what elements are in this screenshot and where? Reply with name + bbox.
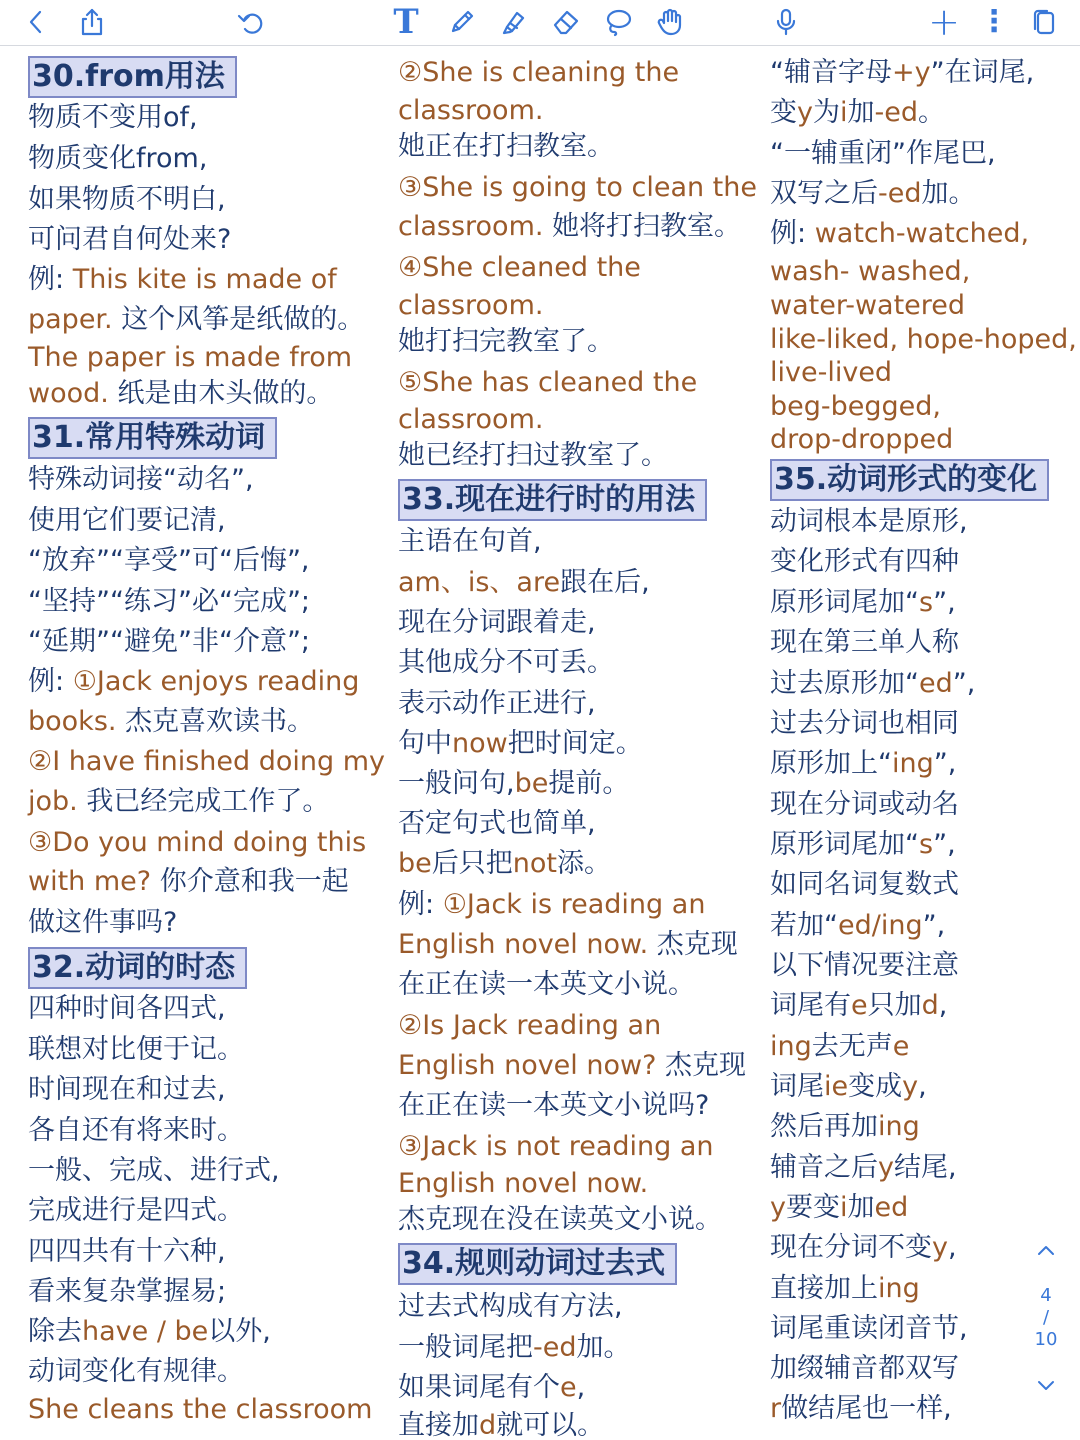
- text-line: 否定句式也简单,: [398, 808, 596, 839]
- chevron-down-icon: [1034, 1373, 1058, 1397]
- text-line: 物质变化from,: [28, 143, 208, 174]
- section-heading-32: 32.动词的时态: [28, 947, 247, 989]
- text-tool-icon[interactable]: T: [393, 2, 419, 42]
- text-line: 主语在句首,: [398, 526, 542, 557]
- text-line: be后只把not添。: [398, 848, 611, 879]
- text-line: 直接加上ing: [770, 1273, 920, 1304]
- lasso-icon[interactable]: [596, 0, 640, 44]
- text-line: 如果词尾有个e,: [398, 1372, 586, 1403]
- text-line: “辅音字母+y”在词尾,: [770, 57, 1035, 88]
- example-line: ③Jack is not reading an: [398, 1131, 714, 1162]
- text-line: 四四共有十六种,: [28, 1236, 226, 1267]
- text-line: 动词变化有规律。: [28, 1356, 244, 1387]
- section-heading-33: 33.现在进行时的用法: [398, 479, 707, 521]
- text-line: 各自还有将来时。: [28, 1115, 244, 1146]
- text-line: 在正在读一本英文小说吗?: [398, 1090, 710, 1121]
- pages-icon[interactable]: [1022, 0, 1066, 44]
- text-line: 词尾ie变成y,: [770, 1071, 927, 1102]
- current-page: 4: [1040, 1285, 1052, 1306]
- hand-icon[interactable]: [648, 0, 692, 44]
- microphone-icon[interactable]: [764, 0, 808, 44]
- text-line: 她打扫完教室了。: [398, 326, 614, 357]
- text-line: 四种时间各四式,: [28, 993, 226, 1024]
- text-line: 现在分词跟着走,: [398, 607, 596, 638]
- text-line: 一般、完成、进行式,: [28, 1155, 280, 1186]
- pen-icon[interactable]: [440, 0, 484, 44]
- text-line: 做这件事吗?: [28, 907, 178, 938]
- text-line: 若加“ed/ing”,: [770, 910, 946, 941]
- text-line: 加缀辅音都双写: [770, 1353, 959, 1384]
- section-heading-35: 35.动词形式的变化: [770, 459, 1049, 501]
- example-line: books. 杰克喜欢读书。: [28, 706, 315, 737]
- text-line: 她正在打扫教室。: [398, 131, 614, 162]
- add-icon[interactable]: +: [928, 0, 960, 44]
- example-line: ②Is Jack reading an: [398, 1010, 662, 1041]
- text-line: 如同名词复数式: [770, 869, 959, 900]
- example-line: 例: watch-watched,: [770, 218, 1030, 249]
- text-line: 词尾有e只加d,: [770, 990, 948, 1021]
- example-line: classroom. 她将打扫教室。: [398, 211, 742, 242]
- text-line: 句中now把时间定。: [398, 728, 643, 759]
- text-line: 原形词尾加“s”,: [770, 587, 956, 618]
- share-icon[interactable]: [70, 0, 114, 44]
- section-heading-30: 30.from用法: [28, 56, 237, 98]
- example-line: English novel now? 杰克现: [398, 1050, 747, 1081]
- text-line: 变y为i加-ed。: [770, 97, 945, 128]
- undo-icon[interactable]: [228, 0, 272, 44]
- note-page: [0, 47, 1080, 1440]
- page-up-button[interactable]: [1026, 1239, 1066, 1267]
- text-line: am、is、are跟在后,: [398, 567, 650, 598]
- text-line: 表示动作正进行,: [398, 688, 596, 719]
- more-icon[interactable]: ⋮: [979, 4, 1009, 39]
- text-line: 联想对比便于记。: [28, 1034, 244, 1065]
- text-line: 变化形式有四种: [770, 546, 959, 577]
- example-line: ⑤She has cleaned the: [398, 367, 698, 398]
- text-line: “放弃”“享受”可“后悔”,: [28, 545, 310, 576]
- text-line: 以下情况要注意: [770, 950, 959, 981]
- text-line: 现在分词或动名: [770, 789, 959, 820]
- example-line: ③She is going to clean the: [398, 172, 757, 203]
- example-line: live-lived: [770, 357, 893, 388]
- example-line: with me? 你介意和我一起: [28, 866, 349, 897]
- section-heading-31: 31.常用特殊动词: [28, 417, 277, 459]
- text-line: “坚持”“练习”必“完成”;: [28, 586, 311, 617]
- text-line: “延期”“避免”非“介意”;: [28, 626, 311, 657]
- example-line: 例: ①Jack enjoys reading: [28, 666, 360, 697]
- text-line: ing去无声e: [770, 1031, 910, 1062]
- page-indicator: [1026, 1285, 1066, 1351]
- example-line: paper. 这个风筝是纸做的。: [28, 304, 365, 335]
- eraser-icon[interactable]: [544, 0, 588, 44]
- text-line: 词尾重读闭音节,: [770, 1313, 968, 1344]
- example-line: wash- washed,: [770, 256, 971, 287]
- text-line: 过去原形加“ed”,: [770, 668, 976, 699]
- text-line: 使用它们要记清,: [28, 505, 226, 536]
- text-line: 如果物质不明白,: [28, 184, 226, 215]
- section-heading-34: 34.规则动词过去式: [398, 1243, 677, 1285]
- text-line: 现在分词不变y,: [770, 1232, 957, 1263]
- example-line: classroom.: [398, 404, 544, 435]
- example-line: She cleans the classroom: [28, 1394, 373, 1425]
- example-line: English novel now. 杰克现: [398, 929, 738, 960]
- text-line: 辅音之后y结尾,: [770, 1152, 957, 1183]
- example-line: water-watered: [770, 290, 966, 321]
- text-line: 看来复杂掌握易;: [28, 1276, 227, 1307]
- text-line: 原形加上“ing”,: [770, 748, 957, 779]
- text-line: 过去分词也相同: [770, 708, 959, 739]
- example-line: English novel now.: [398, 1168, 649, 1199]
- example-line: job. 我已经完成工作了。: [28, 786, 330, 817]
- text-line: 然后再加ing: [770, 1111, 920, 1142]
- text-line: 一般词尾把-ed加。: [398, 1332, 631, 1363]
- total-pages: 10: [1034, 1329, 1058, 1350]
- example-line: ③Do you mind doing this: [28, 827, 367, 858]
- example-line: like-liked, hope-hoped,: [770, 324, 1077, 355]
- text-line: 一般问句,be提前。: [398, 768, 630, 799]
- text-line: 动词根本是原形,: [770, 506, 968, 537]
- chevron-up-icon: [1034, 1239, 1058, 1263]
- example-line: ④She cleaned the: [398, 252, 641, 283]
- text-line: r做结尾也一样,: [770, 1393, 952, 1424]
- highlighter-icon[interactable]: [492, 0, 536, 44]
- text-line: 杰克现在没在读英文小说。: [398, 1204, 722, 1235]
- example-line: ②She is cleaning the: [398, 57, 680, 88]
- text-line: 原形词尾加“s”,: [770, 829, 956, 860]
- text-line: 她已经打扫过教室了。: [398, 440, 668, 471]
- text-line: “一辅重闭”作尾巴,: [770, 138, 996, 169]
- example-line: 例: This kite is made of: [28, 264, 337, 295]
- example-line: classroom.: [398, 95, 544, 126]
- text-line: 直接加d就可以。: [398, 1410, 605, 1440]
- example-line: The paper is made from: [28, 342, 353, 373]
- text-line: 可问君自何处来?: [28, 224, 232, 255]
- page-separator: /: [1042, 1307, 1050, 1328]
- text-line: 其他成分不可丢。: [398, 647, 614, 678]
- text-line: 物质不变用of,: [28, 102, 198, 133]
- text-line: 双写之后-ed加。: [770, 178, 976, 209]
- example-line: classroom.: [398, 290, 544, 321]
- text-line: 过去式构成有方法,: [398, 1291, 623, 1322]
- text-line: 在正在读一本英文小说。: [398, 969, 695, 1000]
- page-down-button[interactable]: [1026, 1373, 1066, 1401]
- toolbar: [0, 0, 1080, 46]
- example-line: drop-dropped: [770, 424, 954, 455]
- text-line: y要变i加ed: [770, 1192, 909, 1223]
- example-line: ②I have finished doing my: [28, 746, 385, 777]
- text-line: 时间现在和过去,: [28, 1074, 226, 1105]
- example-line: beg-begged,: [770, 391, 941, 422]
- text-line: 除去have / be以外,: [28, 1316, 271, 1347]
- back-chevron-left-icon[interactable]: [14, 0, 58, 44]
- example-line: 例: ①Jack is reading an: [398, 889, 706, 920]
- example-line: wood. 纸是由木头做的。: [28, 378, 334, 409]
- text-line: 特殊动词接“动名”,: [28, 464, 254, 495]
- text-line: 完成进行是四式。: [28, 1195, 244, 1226]
- text-line: 现在第三单人称: [770, 627, 959, 658]
